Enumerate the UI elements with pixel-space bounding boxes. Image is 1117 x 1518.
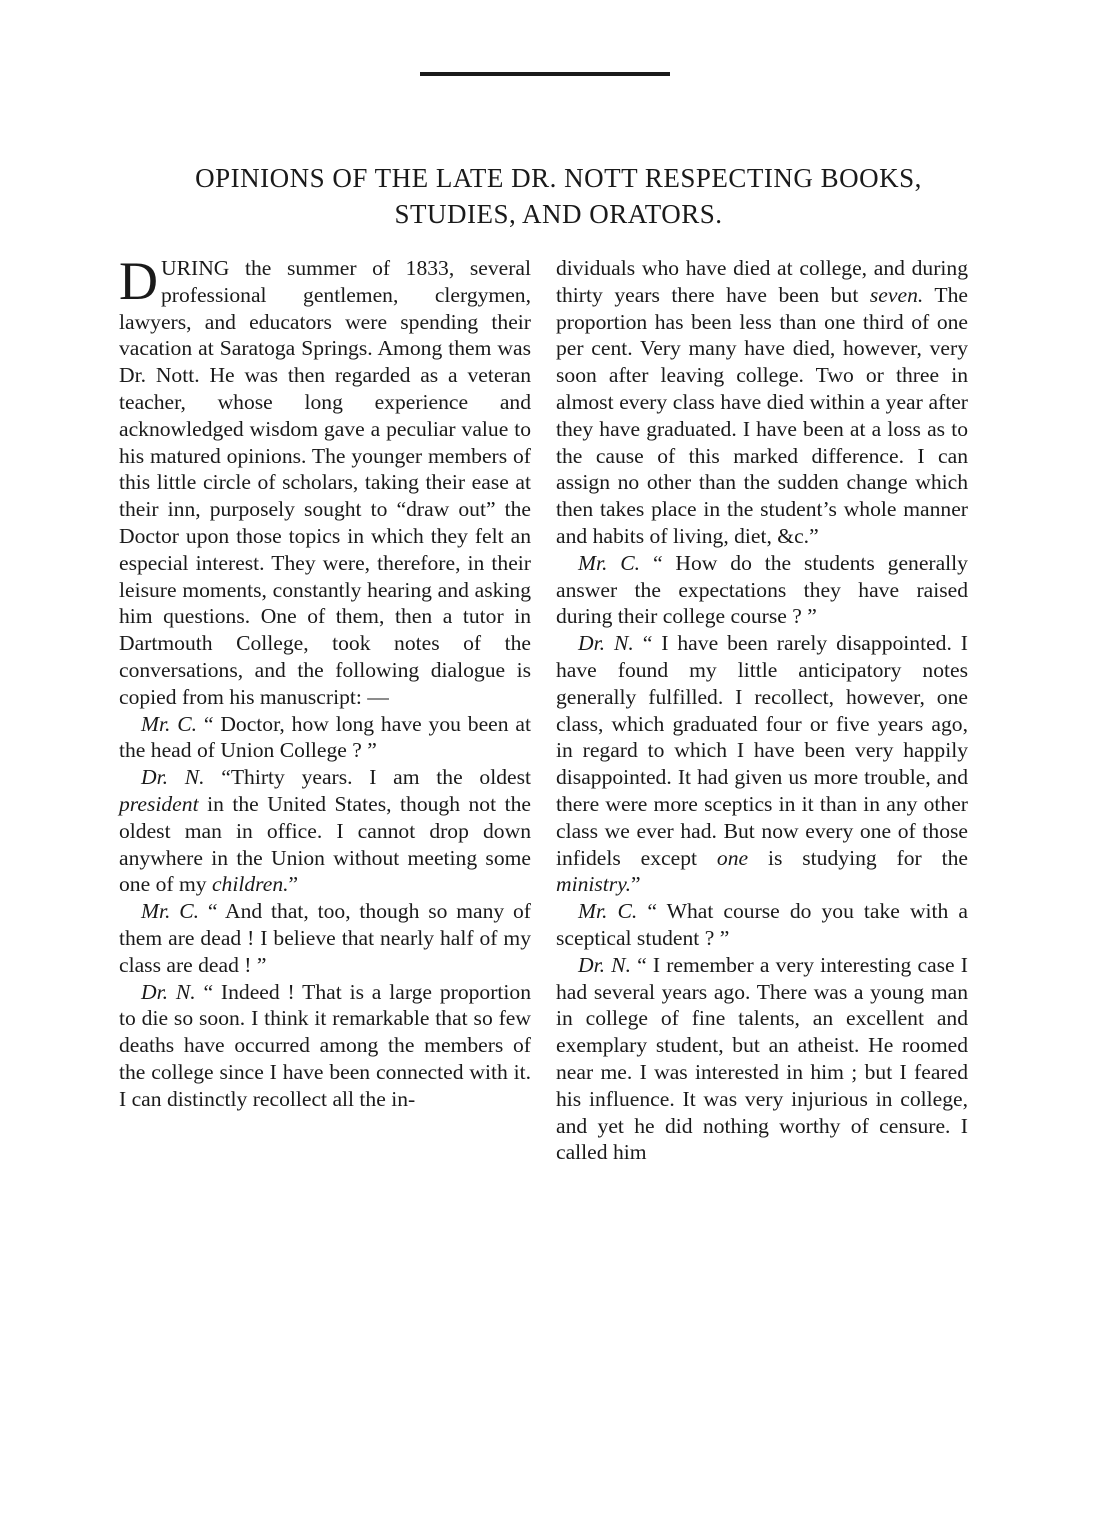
- opening-smallcaps: URING: [161, 256, 230, 280]
- drop-cap: D: [119, 251, 158, 311]
- dialogue-paragraph: [119, 764, 531, 898]
- speaker-label: Mr. C.: [141, 899, 200, 924]
- dialogue-text: “ Doctor, how long have you been at the head of Union College ? ”: [119, 711, 531, 763]
- dialogue-paragraph: [556, 952, 968, 1166]
- dialogue-text: “ I have been rarely disappointed. I have found my little anticipatory notes generally fulfilled. I recollect, however, one class, which graduated four or five years ago, in regard to which I have been very happily disappointed. It had given us more trouble, and there were more sceptics in it than in any other class we ever had. But now every one of those infidels except: [556, 631, 968, 870]
- dialogue-paragraph: [119, 711, 531, 765]
- emphasis: ministry.: [556, 872, 631, 897]
- right-column: [556, 255, 968, 1166]
- top-rule: [420, 72, 670, 76]
- emphasis: one: [716, 845, 749, 870]
- dialogue-paragraph: [556, 898, 968, 952]
- dialogue-text: dividuals who have died at college, and during thirty years there have been but: [556, 256, 968, 307]
- title-line-1: OPINIONS OF THE LATE DR. NOTT RESPECTING BOOKS,: [195, 163, 922, 193]
- dialogue-text: “ And that, too, though so many of them are dead ! I believe that nearly half of my class are dead ! ”: [119, 899, 531, 977]
- dialogue-text: “ How do the students generally answer the expectations they have raised during their college course ? ”: [556, 550, 968, 629]
- emphasis: president: [119, 791, 199, 816]
- title-line-2: STUDIES, AND ORATORS.: [394, 199, 723, 229]
- dialogue-text: “ I remember a very interesting case I had several years ago. There was a young man in college of fine talents, an excellent and exemplary student, but an atheist. He roomed near me. I was interested in him ; but I feared his influence. It was very injurious in college, and yet he did nothing worthy of censure. I called him: [556, 952, 968, 1165]
- dialogue-text: ”: [631, 872, 641, 897]
- dialogue-text: “Thirty years. I am the oldest: [204, 765, 531, 790]
- continued-paragraph: [556, 255, 968, 550]
- speaker-label: Dr. N.: [578, 631, 634, 656]
- opening-text: the summer of 1833, several professional gentlemen, clergymen, lawyers, and educators were spending their vacation at Saratoga Springs. Among them was Dr. Nott. He was then regarded as a veteran teacher, whose long experience and acknowledged wisdom gave a peculiar value to his matured opinions. The younger members of this little circle of scholars, taking their ease at their inn, purposely sought to “draw out” the Doctor upon those topics in which they felt an especial interest. They were, therefore, in their leisure moments, constantly hearing and asking him questions. One of them, then a tutor in Dartmouth College, took notes of the conversations, and the following dialogue is copied from his manuscript: —: [119, 256, 531, 709]
- opening-paragraph: [119, 251, 531, 711]
- dialogue-paragraph: [556, 550, 968, 630]
- speaker-label: Dr. N.: [141, 765, 205, 790]
- left-column: [119, 251, 532, 1113]
- dialogue-paragraph: [119, 979, 531, 1113]
- speaker-label: Mr. C.: [141, 711, 198, 736]
- dialogue-text: is studying for the: [748, 845, 968, 870]
- dialogue-text: “ What course do you take with a sceptical student ? ”: [556, 899, 968, 950]
- emphasis: children.: [211, 872, 289, 897]
- speaker-label: Mr. C.: [578, 550, 641, 575]
- dialogue-text: “ Indeed ! That is a large proportion to die so soon. I think it remarkable that so few deaths have occurred among the members of the college since I have been connected with it. I can distinctly recollect all the in-: [119, 979, 532, 1111]
- dialogue-text: in the United States, though not the oldest man in office. I cannot drop down anywhere in the Union without meeting some one of my: [119, 791, 531, 897]
- dialogue-text: The proportion has been less than one third of one per cent. Very many have died, however, very soon after leaving college. Two or three in almost every class have died within a year after they have graduated. I have been at a loss as to the cause of this marked difference. I can assign no other than the sudden change which then takes place in the student’s whole manner and habits of living, diet, &c.”: [556, 282, 968, 548]
- dialogue-text: ”: [288, 872, 299, 897]
- emphasis: seven.: [869, 282, 924, 307]
- speaker-label: Mr. C.: [578, 899, 638, 924]
- dialogue-paragraph: [556, 630, 968, 898]
- speaker-label: Dr. N.: [141, 979, 196, 1004]
- dialogue-paragraph: [119, 898, 531, 978]
- article-title: [100, 160, 1017, 232]
- speaker-label: Dr. N.: [578, 952, 631, 977]
